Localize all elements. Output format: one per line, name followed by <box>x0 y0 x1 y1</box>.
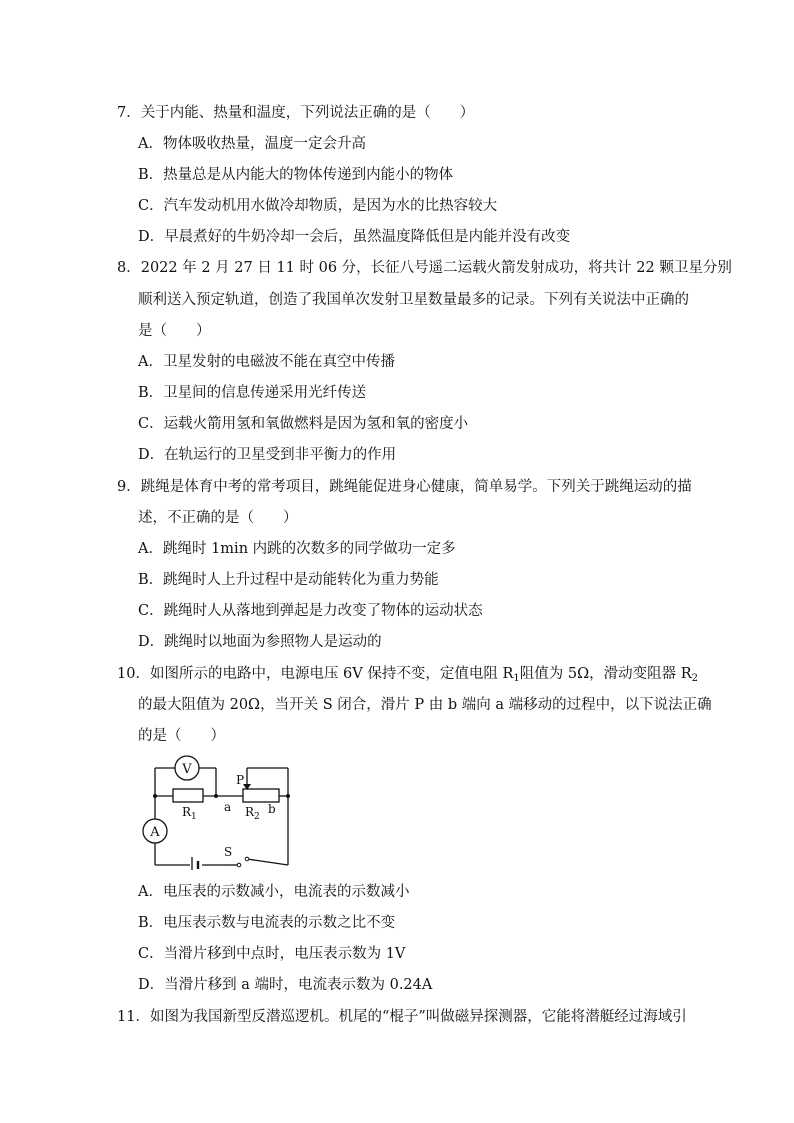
q8-stem-line1: 8．2022 年 2 月 27 日 11 时 06 分，长征八号遥二运载火箭发射成功，将共计 22 颗卫星分别 <box>117 260 732 276</box>
q7-option-b: B．热量总是从内能大的物体传递到内能小的物体 <box>138 167 454 183</box>
q8-option-a: A．卫星发射的电磁波不能在真空中传播 <box>138 354 395 370</box>
q8-option-b: B．卫星间的信息传递采用光纤传送 <box>138 385 367 401</box>
q7-stem: 7．关于内能、热量和温度，下列说法正确的是（ ） <box>117 105 475 121</box>
q7-option-a: A．物体吸收热量，温度一定会升高 <box>138 136 366 152</box>
q10-option-a: A．电压表的示数减小，电流表的示数减小 <box>138 884 410 900</box>
switch-icon <box>237 863 241 867</box>
q9-option-d: D．跳绳时以地面为参照物人是运动的 <box>138 634 382 650</box>
q8-stem-line2: 顺利送入预定轨道，创造了我国单次发射卫星数量最多的记录。下列有关说法中正确的 <box>138 292 689 308</box>
switch-label: S <box>224 845 233 859</box>
q9-option-b: B．跳绳时人上升过程中是动能转化为重力势能 <box>138 572 439 588</box>
resistor-r1 <box>173 789 203 802</box>
q7-option-c: C．汽车发动机用水做冷却物质，是因为水的比热容较大 <box>138 198 498 214</box>
end-b-label: b <box>268 802 276 816</box>
resistor-r2 <box>243 789 279 802</box>
q8-option-d: D．在轨运行的卫星受到非平衡力的作用 <box>138 447 397 463</box>
q10-stem-line3: 的是（ ） <box>138 728 225 744</box>
q8-stem-line3: 是（ ） <box>138 323 211 339</box>
end-a-label: a <box>224 800 232 814</box>
q9-option-c: C．跳绳时人从落地到弹起是力改变了物体的运动状态 <box>138 603 483 619</box>
r2-label: $R_2$ <box>245 805 260 822</box>
circuit-diagram <box>135 752 300 870</box>
q7-option-d: D．早晨煮好的牛奶冷却一会后，虽然温度降低但是内能并没有改变 <box>138 229 571 245</box>
r1-label: $R_1$ <box>182 805 197 822</box>
q9-option-a: A．跳绳时 1min 内跳的次数多的同学做功一定多 <box>138 541 456 557</box>
q10-option-b: B．电压表示数与电流表的示数之比不变 <box>138 915 396 931</box>
q10-stem-line2: 的最大阻值为 20Ω，当开关 S 闭合，滑片 P 由 b 端向 a 端移动的过程中，以下说法正确 <box>138 697 712 713</box>
voltmeter-label: V <box>182 762 192 777</box>
q9-stem-line2: 述，不正确的是（ ） <box>138 510 298 526</box>
slider-label: P <box>235 773 245 787</box>
q11-stem-line1: 11．如图为我国新型反潜巡逻机。机尾的“棍子”叫做磁异探测器，它能将潜艇经过海域引 <box>117 1009 687 1025</box>
q8-option-c: C．运载火箭用氢和氧做燃料是因为氢和氧的密度小 <box>138 416 469 432</box>
q10-stem-line1: 10．如图所示的电路中，电源电压 6V 保持不变，定值电阻 $R_1$阻值为 5Ω，滑动变阻器 $R_2$ <box>117 666 699 684</box>
q10-option-c: C．当滑片移到中点时，电压表示数为 1V <box>138 946 406 962</box>
q10-option-d: D．当滑片移到 a 端时，电流表示数为 0.24A <box>138 977 433 993</box>
ammeter-label: A <box>150 825 160 840</box>
q9-stem-line1: 9．跳绳是体育中考的常考项目，跳绳能促进身心健康，简单易学。下列关于跳绳运动的描 <box>117 479 692 495</box>
